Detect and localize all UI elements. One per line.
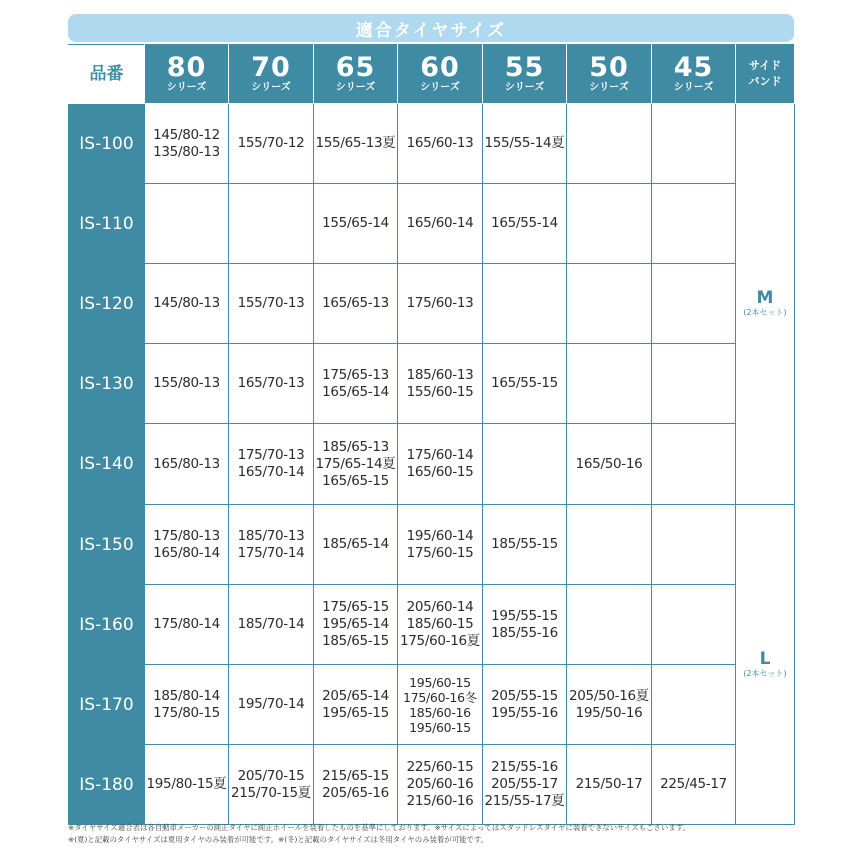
tire-size: 185/70-13 <box>237 527 305 544</box>
tire-size: 185/70-14 <box>237 616 305 632</box>
tire-size: 165/65-13 <box>322 295 389 311</box>
size-cell <box>314 505 398 585</box>
size-cell <box>652 344 736 424</box>
tire-size: 165/55-14 <box>491 215 558 231</box>
tire-size: 155/70-13 <box>237 295 305 311</box>
tire-size: 165/60-15 <box>406 464 474 480</box>
size-cell <box>229 665 314 745</box>
tire-size: 195/80-15夏 <box>146 776 227 792</box>
size-cell <box>314 585 398 665</box>
size-cell <box>567 344 652 424</box>
size-cell <box>652 184 736 264</box>
size-cell <box>314 184 398 264</box>
tire-size: 175/80-15 <box>153 704 220 721</box>
size-cell <box>483 264 567 344</box>
tire-size: 185/65-13 <box>322 438 389 455</box>
tire-size: 195/60-14 <box>406 527 474 544</box>
tire-size: 165/50-16 <box>575 455 643 472</box>
tire-size: 205/70-15 <box>237 767 305 784</box>
tire-size-table <box>68 44 795 825</box>
tire-size: 185/65-15 <box>322 633 389 649</box>
size-cell <box>229 184 314 264</box>
size-cell <box>567 104 652 184</box>
band-size: M <box>756 288 774 308</box>
tire-size: 195/55-15 <box>491 607 558 624</box>
size-cell <box>652 745 736 825</box>
size-cell <box>145 344 229 424</box>
model-cell: IS-150 <box>69 505 145 585</box>
tire-size: 175/65-13 <box>322 366 389 383</box>
tire-size: 165/70-13 <box>237 375 305 391</box>
size-cell <box>483 745 567 825</box>
header-row <box>69 45 795 104</box>
series-header-45 <box>652 45 736 104</box>
band-header-line1: サイド <box>748 59 782 72</box>
model-cell: IS-100 <box>69 104 145 184</box>
series-word: シリーズ <box>420 81 460 93</box>
tire-size: 165/70-14 <box>237 464 305 480</box>
size-cell <box>145 585 229 665</box>
model-cell: IS-180 <box>69 745 145 825</box>
size-cell <box>229 344 314 424</box>
size-cell <box>398 104 483 184</box>
series-number: 55 <box>504 51 545 83</box>
size-cell <box>314 104 398 184</box>
size-cell <box>567 184 652 264</box>
series-word: シリーズ <box>335 81 376 93</box>
tire-size: 185/60-15 <box>406 616 474 632</box>
table-row <box>69 184 795 264</box>
tire-size: 205/55-17 <box>491 776 558 792</box>
tire-size: 215/65-15 <box>322 767 389 784</box>
size-cell <box>567 585 652 665</box>
size-cell <box>314 264 398 344</box>
size-cell <box>398 184 483 264</box>
tire-size: 165/80-14 <box>153 544 220 561</box>
tire-size: 205/65-16 <box>322 784 389 801</box>
size-cell <box>145 264 229 344</box>
tire-size: 215/70-15夏 <box>230 784 312 801</box>
tire-size: 175/65-15 <box>322 599 389 615</box>
size-cell <box>652 424 736 505</box>
tire-size: 175/80-14 <box>153 616 220 632</box>
tire-size: 205/55-15 <box>491 687 558 704</box>
size-cell <box>145 665 229 745</box>
tire-size: 195/60-15 <box>409 674 471 690</box>
size-cell <box>229 745 314 825</box>
tire-size: 175/60-13 <box>406 295 474 311</box>
tire-size: 155/65-14 <box>322 215 389 231</box>
tire-size: 175/60-16冬 <box>403 689 477 705</box>
tire-size: 165/60-13 <box>406 135 474 151</box>
size-cell <box>567 665 652 745</box>
tire-size: 215/50-17 <box>575 776 643 792</box>
table-row <box>69 264 795 344</box>
series-header-50 <box>567 45 652 104</box>
size-cell <box>483 585 567 665</box>
size-cell <box>145 505 229 585</box>
model-label: 品番 <box>72 49 142 99</box>
tire-size: 195/65-15 <box>322 704 389 721</box>
model-cell: IS-110 <box>69 184 145 264</box>
tire-size: 155/80-13 <box>153 375 220 391</box>
tire-size: 155/60-15 <box>406 383 474 400</box>
size-cell <box>229 585 314 665</box>
series-word: シリーズ <box>589 81 629 93</box>
tire-size: 225/60-15 <box>406 759 474 775</box>
tire-size: 175/70-14 <box>237 544 305 561</box>
series-word: シリーズ <box>504 81 545 93</box>
size-cell <box>398 745 483 825</box>
tire-size: 145/80-12 <box>153 126 220 143</box>
tire-size: 205/50-16夏 <box>568 687 650 704</box>
size-cell <box>652 665 736 745</box>
size-cell <box>483 665 567 745</box>
model-cell: IS-120 <box>69 264 145 344</box>
size-cell <box>145 104 229 184</box>
tire-size: 185/60-16 <box>409 704 471 720</box>
tire-size: 195/55-16 <box>491 704 558 721</box>
size-cell <box>398 424 483 505</box>
tire-size: 185/55-15 <box>491 536 558 552</box>
size-cell <box>229 264 314 344</box>
series-number: 60 <box>420 51 460 83</box>
series-word: シリーズ <box>166 81 207 93</box>
table-row <box>69 745 795 825</box>
size-cell <box>229 505 314 585</box>
series-header-60 <box>398 45 483 104</box>
tire-size: 185/55-16 <box>491 624 558 641</box>
model-cell: IS-170 <box>69 665 145 745</box>
band-set-note: (2本セット) <box>743 308 787 317</box>
size-cell <box>483 424 567 505</box>
tire-size: 195/70-14 <box>237 696 305 712</box>
table-row <box>69 104 795 184</box>
tire-size: 205/65-14 <box>322 687 389 704</box>
tire-size: 185/80-14 <box>153 687 220 704</box>
series-header-80 <box>145 45 229 104</box>
tire-size: 175/65-14夏 <box>315 455 396 472</box>
band-size: L <box>759 648 771 669</box>
tire-size: 225/45-17 <box>660 776 727 792</box>
tire-size: 155/55-14夏 <box>484 135 565 151</box>
size-cell <box>145 745 229 825</box>
band-cell <box>736 505 795 825</box>
size-cell <box>567 505 652 585</box>
series-header-65 <box>314 45 398 104</box>
size-cell <box>398 264 483 344</box>
series-word: シリーズ <box>673 81 714 93</box>
size-cell <box>567 264 652 344</box>
tire-size: 155/70-12 <box>237 135 305 151</box>
size-cell <box>567 745 652 825</box>
size-cell <box>314 344 398 424</box>
size-cell <box>229 424 314 505</box>
size-cell <box>567 424 652 505</box>
tire-size: 215/55-17夏 <box>484 793 565 809</box>
table-row <box>69 344 795 424</box>
series-number: 50 <box>589 51 629 83</box>
model-cell: IS-140 <box>69 424 145 505</box>
series-number: 80 <box>166 51 207 83</box>
size-cell <box>483 344 567 424</box>
table-row <box>69 424 795 505</box>
tire-size: 195/65-14 <box>322 616 389 632</box>
size-cell <box>314 424 398 505</box>
band-set-note: (2本セット) <box>743 668 787 678</box>
size-cell <box>145 424 229 505</box>
tire-size: 175/60-16夏 <box>399 633 481 649</box>
footnote-line: ※タイヤサイズ適合表は各自動車メーカーの純正タイヤに純正ホイールを装着したものを基準にしております。※サイズによってはスタッドレスタイヤに装着できないサイズもございます。 <box>68 823 690 832</box>
series-header-55 <box>483 45 567 104</box>
tire-size: 165/55-15 <box>491 375 558 391</box>
tire-size: 205/60-14 <box>406 599 474 615</box>
series-number: 70 <box>251 51 291 83</box>
tire-size: 215/55-16 <box>491 759 558 775</box>
size-cell <box>145 184 229 264</box>
size-cell <box>314 745 398 825</box>
tire-size: 185/60-13 <box>406 366 474 383</box>
size-cell <box>483 184 567 264</box>
table-row <box>69 505 795 585</box>
model-header <box>69 45 145 104</box>
tire-size: 145/80-13 <box>153 295 220 311</box>
size-cell <box>652 104 736 184</box>
tire-size: 195/60-15 <box>409 719 471 735</box>
tire-size: 165/80-13 <box>153 455 220 472</box>
size-cell <box>314 665 398 745</box>
tire-size: 165/60-14 <box>406 215 474 231</box>
size-cell <box>398 344 483 424</box>
size-cell <box>652 585 736 665</box>
table-row <box>69 585 795 665</box>
table-row <box>69 665 795 745</box>
table-body <box>69 104 795 825</box>
size-cell <box>652 505 736 585</box>
band-cell <box>736 104 795 505</box>
size-cell <box>398 585 483 665</box>
size-cell <box>398 505 483 585</box>
tire-size: 215/60-16 <box>406 793 474 809</box>
tire-size: 135/80-13 <box>153 143 220 160</box>
table-title: 適合タイヤサイズ <box>68 14 794 42</box>
model-cell: IS-130 <box>69 344 145 424</box>
band-header-line2: バンド <box>748 75 782 88</box>
tire-size: 175/70-13 <box>237 447 305 463</box>
tire-size: 185/65-14 <box>322 536 389 552</box>
tire-size: 165/65-15 <box>322 472 389 489</box>
footnotes <box>68 822 798 846</box>
series-number: 45 <box>673 51 714 83</box>
series-header-70 <box>229 45 314 104</box>
tire-size: 205/60-16 <box>406 776 474 792</box>
series-number: 65 <box>335 51 376 83</box>
size-cell <box>483 505 567 585</box>
model-cell: IS-160 <box>69 585 145 665</box>
series-word: シリーズ <box>251 81 291 93</box>
tire-size: 155/65-13夏 <box>315 135 396 151</box>
tire-size: 175/80-13 <box>153 527 220 544</box>
size-cell <box>483 104 567 184</box>
footnote-line: ※(夏)と記載のタイヤサイズは夏用タイヤのみ装着が可能です。※(冬)と記載のタイヤサイズは冬用タイヤのみ装着が可能です。 <box>68 835 489 844</box>
tire-size: 175/60-14 <box>406 447 474 463</box>
size-cell <box>398 665 483 745</box>
tire-size: 195/50-16 <box>575 704 643 721</box>
size-cell <box>652 264 736 344</box>
tire-size: 175/60-15 <box>406 544 474 561</box>
size-cell <box>229 104 314 184</box>
tire-size: 165/65-14 <box>322 383 389 400</box>
band-header <box>736 45 795 104</box>
